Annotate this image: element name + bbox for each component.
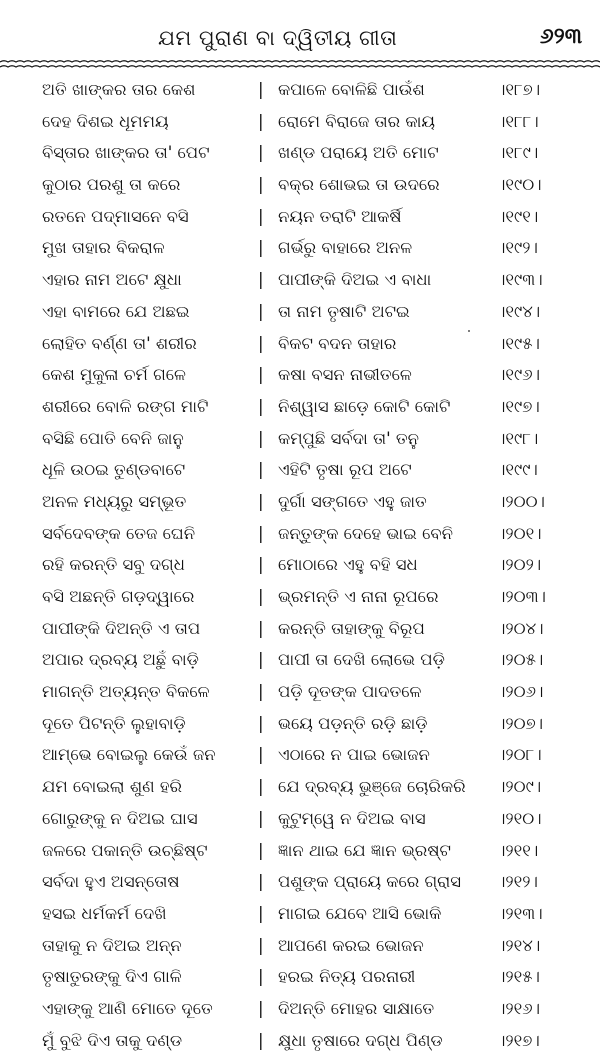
- verse-number: ।୨୦୬।: [498, 682, 544, 702]
- page-title: ଯମ ପୁରାଣ ବା ଦ୍ୱିତୀୟ ଗୀତା: [158, 26, 398, 50]
- verse-number: ।୨୦୯।: [498, 777, 542, 797]
- verse-second-half: ଏଠାରେ ନ ପାଇ ଭୋଜନ: [278, 745, 430, 765]
- verse-second-half: ଖଣ୍ଡ ପରାୟେ ଅତି ମୋଟ: [278, 143, 439, 163]
- verse-number: ।୨୦୫।: [498, 650, 544, 670]
- verse-first-half: ତାହାକୁ ନ ଦିଅଇ ଅନ୍ନ: [42, 935, 182, 955]
- verse-first-half: ବସି ଅଛନ୍ତି ଗଡ଼ଦ୍ୱାରେ: [42, 587, 195, 606]
- verse-separator: |: [258, 206, 264, 226]
- verse-separator: |: [258, 175, 264, 195]
- verse-number: ।୨୧୧।: [498, 840, 539, 860]
- verse-number: ।୧୮୮।: [498, 111, 539, 131]
- verse-separator: |: [258, 143, 264, 163]
- verse-second-half: ଜନ୍ତୁଙ୍କ ଦେହେ ଭାଇ ବେନି: [278, 523, 453, 543]
- verse-first-half: ଧୂଳି ଉଠଇ ତୁଣ୍ଡବାଟେ: [42, 460, 186, 480]
- verse-separator: |: [258, 618, 264, 638]
- verse-row: [0, 203, 600, 235]
- verse-second-half: କରନ୍ତି ତାହାଙ୍କୁ ବିରୂପ: [278, 618, 425, 638]
- verse-second-half: ଆପଣେ କରଇ ଭୋଜନ: [278, 935, 424, 955]
- verse-second-half: ବକ୍ର ଶୋଭଇ ତା ଉଦରେ: [278, 175, 440, 195]
- verse-first-half: ଲୋହିତ ବର୍ଣ୍ଣ ତା' ଶରୀର: [42, 333, 197, 353]
- verse-first-half: ଦେହ ଦିଶଇ ଧୂମମୟ: [42, 111, 169, 131]
- verse-separator: |: [258, 808, 264, 828]
- verse-first-half: ଅତି ଖାଙ୍କର ତାର କେଶ: [42, 80, 196, 99]
- verse-row: [0, 425, 600, 457]
- verse-first-half: ମାଗନ୍ତି ଅତ୍ୟନ୍ତ ବିକଳେ: [42, 682, 210, 702]
- verse-number: ।୨୦୨।: [498, 555, 542, 575]
- verse-second-half: ଗର୍ଭରୁ ବାହାରେ ଅନଳ: [278, 238, 413, 258]
- verse-row: [0, 710, 600, 742]
- verse-separator: |: [258, 301, 264, 321]
- verse-row: [0, 995, 600, 1027]
- verse-second-half: କ୍ଷୁଧା ତୃଷାରେ ଦଗ୍‌ଧ ପିଣ୍ଡ: [278, 1030, 443, 1050]
- verse-row: [0, 583, 600, 615]
- verse-row: [0, 837, 600, 869]
- verse-second-half: ନିଶ୍ୱାସ ଛାଡ଼େ କୋଟି କୋଟି: [278, 396, 451, 416]
- verse-second-half: ଦିଅନ୍ତି ମୋହର ସାକ୍ଷାତେ: [278, 998, 435, 1018]
- verse-row: [0, 456, 600, 488]
- verse-first-half: ସର୍ବଦେବଙ୍କ ତେଜ ଘେନି: [42, 523, 196, 543]
- verse-row: [0, 551, 600, 583]
- verse-row: [0, 932, 600, 964]
- verse-number: ।୨୧୭।: [498, 1030, 540, 1050]
- verse-row: [0, 678, 600, 710]
- verse-separator: |: [258, 111, 264, 131]
- verse-separator: |: [258, 840, 264, 860]
- verse-first-half: ଏହା ବାମରେ ଯେ ଅଛଇ: [42, 301, 190, 321]
- verse-second-half: ରୋମେ ବିରାଜେ ତାର କାୟ: [278, 111, 435, 131]
- verse-first-half: ରତନେ ପଦ୍ମାସନେ ବସି: [42, 206, 189, 226]
- verse-first-half: ଏହାଙ୍କୁ ଆଣି ମୋତେ ଦୂତେ: [42, 998, 213, 1018]
- verse-separator: |: [258, 270, 264, 290]
- verse-second-half: ପାପୀଙ୍କି ଦିଅଇ ଏ ବାଧା: [278, 270, 432, 290]
- verse-separator: |: [258, 80, 264, 99]
- verse-number: ।୨୦୮।: [498, 745, 542, 765]
- verse-first-half: ରହି କରନ୍ତି ସବୁ ଦଗ୍‌ଧ: [42, 555, 185, 575]
- page-header: [0, 0, 600, 60]
- verse-number: ।୧୮୭।: [498, 80, 541, 99]
- verse-number: ।୨୧୦।: [498, 808, 542, 828]
- verse-number: ।୨୧୩।: [498, 903, 543, 923]
- verse-second-half: ପାପୀ ତା ଦେଖି ଲୋଭେ ପଡ଼ି: [278, 650, 445, 670]
- verse-row: [0, 963, 600, 995]
- verse-number: ।୧୯୨।: [498, 238, 538, 258]
- verse-separator: |: [258, 555, 264, 575]
- verse-row: [0, 488, 600, 520]
- verse-number: ।୧୯୧।: [498, 206, 539, 226]
- verse-row: [0, 646, 600, 678]
- verse-row: [0, 900, 600, 932]
- verse-number: ।୨୧୬।: [498, 998, 541, 1018]
- verse-second-half: ନୟନ ତରାଟି ଆକର୍ଷି: [278, 206, 402, 226]
- verse-number: ।୧୯୩।: [498, 270, 543, 290]
- verse-separator: |: [258, 333, 264, 353]
- verse-number: ।୨୦୦।: [498, 491, 545, 511]
- verse-row: [0, 615, 600, 647]
- verse-separator: |: [258, 903, 264, 923]
- print-speck: [468, 330, 470, 332]
- verse-number: ।୨୦୪।: [498, 618, 544, 638]
- verse-number: ।୧୯୦।: [498, 175, 542, 195]
- verse-separator: |: [258, 872, 264, 892]
- verse-row: [0, 330, 600, 362]
- verse-separator: |: [258, 967, 264, 987]
- verse-separator: |: [258, 1030, 264, 1050]
- verse-first-half: ବିସ୍ତାର ଖାଙ୍କର ତା' ପେଟ: [42, 143, 210, 163]
- verse-second-half: ପଶୁଙ୍କ ପ୍ରାୟେ କରେ ଗ୍ରାସ: [278, 872, 462, 892]
- verse-first-half: କେଶ ମୁକୁଳା ଚର୍ମ ଗଳେ: [42, 365, 186, 385]
- verse-separator: |: [258, 428, 264, 448]
- verse-number: ।୧୮୯।: [498, 143, 539, 163]
- verse-separator: |: [258, 935, 264, 955]
- verse-second-half: ମୋଠାରେ ଏହୁ ବହି ସଧ: [278, 555, 418, 575]
- wavy-divider: [0, 58, 600, 70]
- verse-number: ।୨୧୫।: [498, 967, 540, 987]
- verse-second-half: ଭୟେ ପଡ଼ନ୍ତି ରଡ଼ି ଛାଡ଼ି: [278, 713, 428, 733]
- verse-second-half: ହରଇ ନିତ୍ୟ ପରନାରୀ: [278, 967, 416, 987]
- verse-separator: |: [258, 682, 264, 702]
- verse-list: [0, 76, 600, 1058]
- verse-number: ।୧୯୭।: [498, 396, 540, 416]
- verse-number: ।୧୯୪।: [498, 301, 541, 321]
- verse-row: [0, 741, 600, 773]
- verse-second-half: ମାଗଇ ଯେବେ ଆସି ଭୋକି: [278, 903, 442, 923]
- verse-separator: |: [258, 460, 264, 480]
- verse-second-half: ଭ୍ରମନ୍ତି ଏ ନାନା ରୂପରେ: [278, 587, 439, 606]
- verse-row: [0, 266, 600, 298]
- verse-number: ।୧୯୮।: [498, 428, 539, 448]
- verse-separator: |: [258, 523, 264, 543]
- verse-second-half: ବିକଟ ବଦନ ତାହାର: [278, 333, 397, 353]
- verse-first-half: ଏହାର ନାମ ଅଟେ କ୍ଷୁଧା: [42, 270, 182, 290]
- verse-second-half: କମ୍ପୁଛି ସର୍ବଦା ତା' ତନୁ: [278, 428, 419, 448]
- verse-separator: |: [258, 587, 264, 606]
- verse-first-half: ସର୍ବଦା ହୁଏ ଅସନ୍ତୋଷ: [42, 872, 180, 892]
- verse-row: [0, 361, 600, 393]
- verse-separator: |: [258, 713, 264, 733]
- verse-separator: |: [258, 238, 264, 258]
- verse-first-half: ଆମ୍ଭେ ବୋଇଲୁ କେଉଁ ଜନ: [42, 745, 216, 765]
- verse-first-half: ଜଳରେ ପକାନ୍ତି ଉଚ୍ଛିଷ୍ଟ: [42, 840, 208, 860]
- page-number: ୬୨୩: [539, 24, 582, 49]
- verse-row: [0, 868, 600, 900]
- verse-row: [0, 520, 600, 552]
- verse-row: [0, 139, 600, 171]
- verse-row: [0, 76, 600, 108]
- verse-number: ।୨୦୧।: [498, 523, 542, 543]
- verse-second-half: କଷା ବସନ ନାଭୀତଳେ: [278, 365, 412, 385]
- verse-first-half: ଅପାର ଦ୍ରବ୍ୟ ଅଛୁଁ ବାଡ଼ି: [42, 650, 199, 670]
- verse-row: [0, 298, 600, 330]
- verse-first-half: ମୁଖ ତାହାର ବିକରାଳ: [42, 238, 165, 258]
- verse-second-half: ତା ନାମ ତୃଷାଟି ଅଟଇ: [278, 301, 410, 321]
- verse-row: [0, 773, 600, 805]
- verse-first-half: ଅନଳ ମଧ୍ୟରୁ ସମ୍ଭୂତ: [42, 491, 187, 511]
- verse-number: ।୨୧୪।: [498, 935, 541, 955]
- verse-first-half: ମୁଁ ବୁଝି ଦିଏ ତାକୁ ଦଣ୍ଡ: [42, 1030, 183, 1050]
- verse-second-half: ଜ୍ଞାନ ଥାଇ ଯେ ଜ୍ଞାନ ଭ୍ରଷ୍ଟ: [278, 840, 451, 860]
- verse-second-half: ପଡ଼ି ଦୂତଙ୍କ ପାଦତଳେ: [278, 682, 422, 702]
- verse-number: ।୧୯୫।: [498, 333, 540, 353]
- verse-second-half: ଦୁର୍ଗା ସଙ୍ଗତେ ଏହୁ ଜାତ: [278, 491, 427, 511]
- verse-row: [0, 1027, 600, 1058]
- verse-separator: |: [258, 396, 264, 416]
- verse-number: ।୨୦୩।: [498, 587, 546, 606]
- verse-first-half: କୁଠାର ପରଶୁ ତା କରେ: [42, 175, 181, 195]
- verse-row: [0, 171, 600, 203]
- verse-first-half: ହସଇ ଧର୍ମକର୍ମ ଦେଖି: [42, 903, 167, 923]
- verse-number: ।୧୯୬।: [498, 365, 541, 385]
- verse-number: ।୨୧୨।: [498, 872, 538, 892]
- verse-separator: |: [258, 650, 264, 670]
- verse-row: [0, 234, 600, 266]
- verse-number: ।୧୯୯।: [498, 460, 538, 480]
- verse-first-half: ଗୋରୁଙ୍କୁ ନ ଦିଅଇ ଘାସ: [42, 808, 198, 828]
- verse-second-half: କପାଳେ ବୋଳିଛି ପାଉଁଶ: [278, 80, 425, 99]
- verse-row: [0, 393, 600, 425]
- verse-second-half: ଏହିଟି ତୃଷା ରୂପ ଅଟେ: [278, 460, 412, 480]
- verse-separator: |: [258, 365, 264, 385]
- verse-first-half: ବସିଛି ପୋତି ବେନି ଜାନୁ: [42, 428, 184, 448]
- verse-second-half: ଯେ ଦ୍ରବ୍ୟ ଭୁଞ୍ଜେ ଚୋରିକରି: [278, 777, 466, 797]
- verse-separator: |: [258, 998, 264, 1018]
- verse-first-half: ପାପୀଙ୍କି ଦିଅନ୍ତି ଏ ତାପ: [42, 618, 201, 638]
- verse-first-half: ଶରୀରେ ବୋଳି ରଙ୍ଗ ମାଟି: [42, 396, 209, 416]
- verse-separator: |: [258, 777, 264, 797]
- verse-first-half: ଦୂତେ ପିଟନ୍ତି ଲୁହାବାଡ଼ି: [42, 713, 186, 733]
- verse-number: ।୨୦୭।: [498, 713, 544, 733]
- verse-second-half: କୁଟୁମ୍ୱେ ନ ଦିଅଇ ବାସ: [278, 808, 426, 828]
- verse-separator: |: [258, 745, 264, 765]
- verse-row: [0, 108, 600, 140]
- verse-separator: |: [258, 491, 264, 511]
- verse-first-half: ଯମ ବୋଇଲା ଶୁଣ ହରି: [42, 777, 182, 797]
- verse-row: [0, 805, 600, 837]
- verse-first-half: ତୃଷାତୁରଙ୍କୁ ଦିଏ ଗାଳି: [42, 967, 182, 987]
